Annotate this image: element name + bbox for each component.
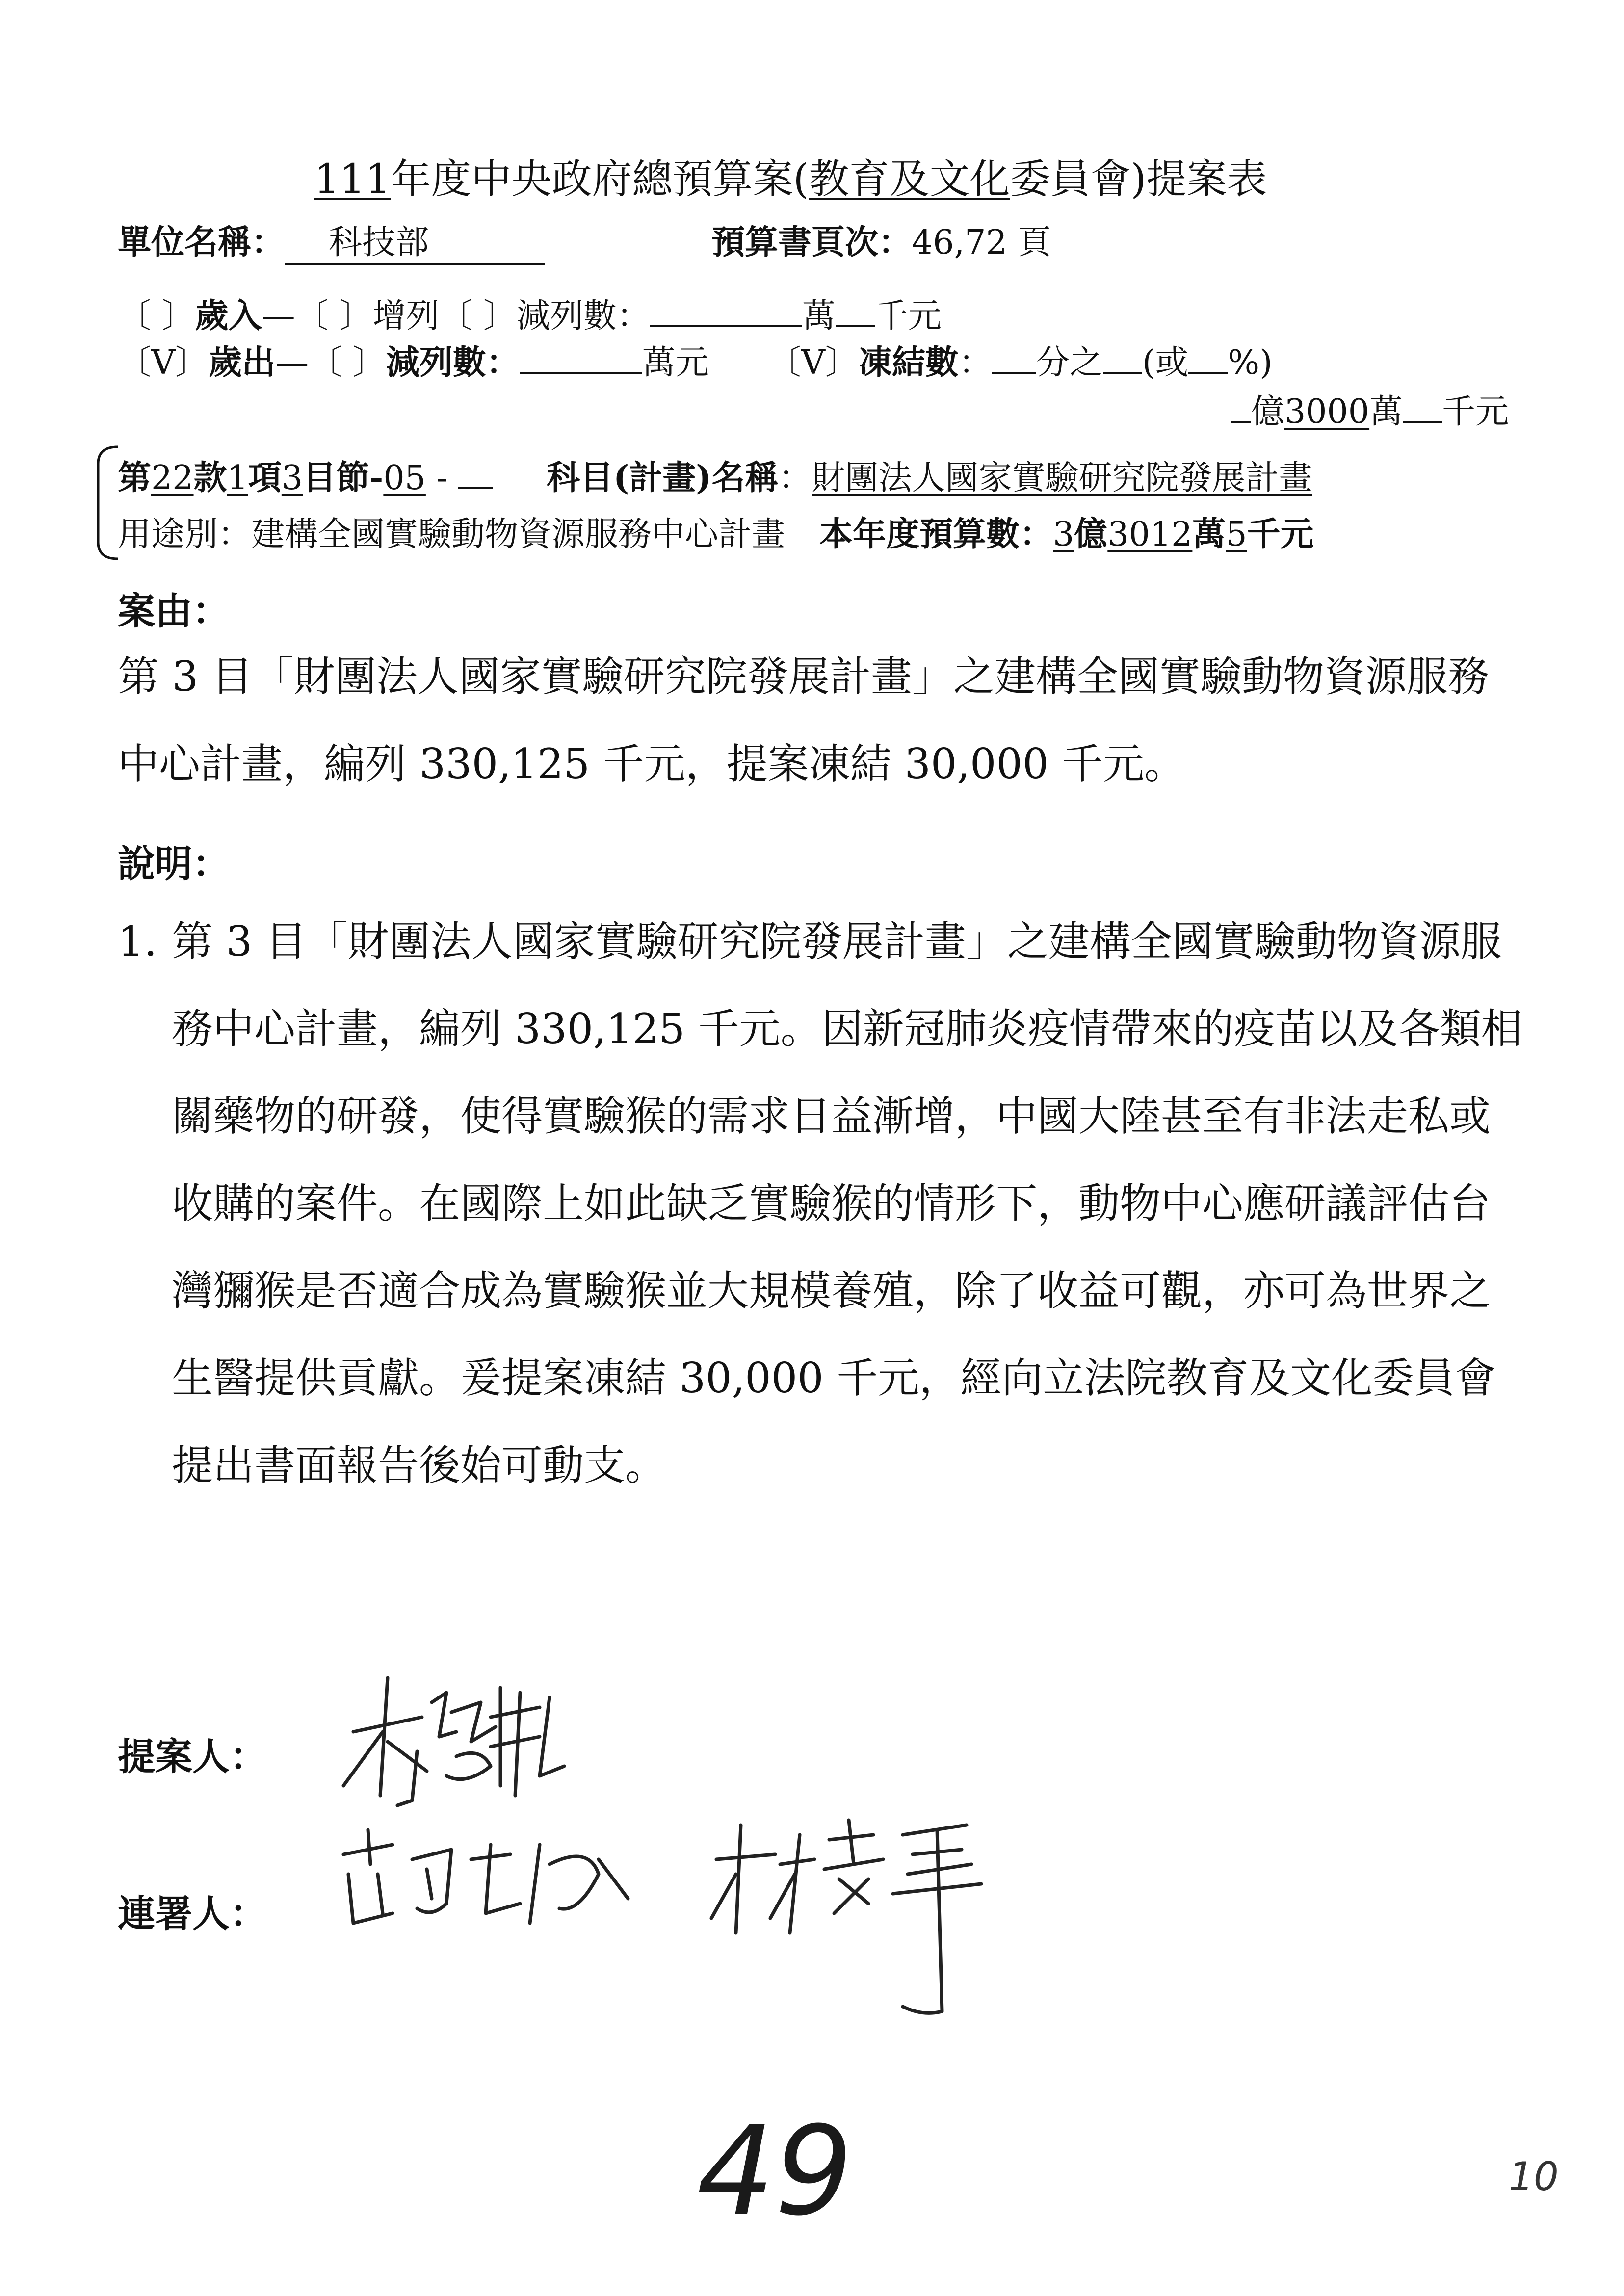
- reason-body: [118, 633, 1489, 808]
- expenditure-decrease-blank: [520, 343, 642, 374]
- proposer-label: 提案人：: [118, 1735, 267, 1778]
- item-kuan: 款: [193, 458, 227, 497]
- freeze-huo: (或: [1142, 343, 1189, 382]
- explanation-body: [172, 898, 1522, 1509]
- revenue-dash: —: [262, 297, 295, 336]
- revenue-qian-blank: [836, 297, 875, 327]
- title-pre: 年度中央政府總預算案(: [391, 156, 809, 203]
- item-sub-blank: [458, 459, 493, 489]
- reason-line: 中心計畫，編列 330,125 千元，提案凍結 30,000 千元。: [118, 740, 1186, 788]
- freeze-zhi-blank: [1103, 343, 1142, 374]
- subject-label: 科目(計畫)名稱: [547, 458, 779, 497]
- freeze-qian: 千元: [1442, 392, 1509, 431]
- revenue-increase: 〔 〕增列: [295, 297, 440, 336]
- form-title: [314, 147, 1267, 205]
- budget-label: 本年度預算數：: [819, 515, 1053, 554]
- handwritten-page-number: 49: [697, 2100, 853, 2243]
- budget-qian: 千元: [1247, 515, 1314, 554]
- unit-value: 科技部: [285, 216, 545, 265]
- item-di: 第: [118, 458, 152, 497]
- purpose-label: 用途別：建構全國實驗動物資源服務中心計畫: [118, 515, 786, 554]
- revenue-checkbox: 〔 〕: [118, 297, 195, 336]
- freeze-wan: 萬: [1369, 392, 1403, 431]
- revenue-wan-blank: [650, 297, 802, 327]
- explanation-line: 生醫提供貢獻。爰提案凍結 30,000 千元，經向立法院教育及文化委員會: [172, 1354, 1496, 1402]
- revenue-label: 歲入: [195, 296, 262, 336]
- expenditure-dash: —〔 〕: [275, 343, 386, 382]
- title-year: 111: [314, 156, 391, 203]
- freeze-wan-value: 3000: [1284, 392, 1370, 431]
- unit-label: 單位名稱：: [118, 223, 285, 262]
- page-ref-row: [711, 216, 1051, 263]
- item-dash: -: [425, 459, 459, 497]
- freeze-colon: ：: [958, 343, 992, 382]
- freeze-label: 凍結數: [858, 343, 959, 382]
- page-ref-value: 46,72 頁: [912, 223, 1051, 262]
- budget-wan-value: 3012: [1107, 515, 1193, 554]
- cosigners-label: 連署人：: [118, 1892, 267, 1935]
- title-committee: 教育及文化: [809, 156, 1010, 203]
- budget-wan: 萬: [1192, 515, 1226, 554]
- freeze-qian-blank: [1403, 392, 1442, 423]
- cosigner-signature-1: [334, 1815, 648, 1943]
- freeze-percent: %): [1228, 343, 1273, 382]
- title-post: 委員會)提案表: [1010, 156, 1267, 203]
- explanation-number: 1.: [118, 917, 157, 965]
- corner-number: 10: [1509, 2154, 1559, 2199]
- item-xiang-value: 1: [227, 459, 248, 497]
- item-row: [118, 451, 1312, 499]
- item-kuan-value: 22: [151, 459, 194, 497]
- revenue-decrease: 〔 〕減列數：: [439, 297, 650, 336]
- budget-yi-value: 3: [1053, 515, 1074, 554]
- proposer-signature: [334, 1658, 608, 1815]
- explanation-line: 務中心計畫，編列 330,125 千元。因新冠肺炎疫情帶來的疫苗以及各類相: [172, 1005, 1522, 1053]
- expenditure-row: [118, 336, 1273, 384]
- item-jie-value: 05: [383, 459, 426, 497]
- item-mu: 目: [303, 458, 337, 497]
- revenue-row: [118, 289, 942, 337]
- freeze-amount-row: [1231, 385, 1509, 433]
- reason-heading: 案由：: [118, 589, 230, 633]
- explanation-line: 灣獼猴是否適合成為實驗猴並大規模養殖，除了收益可觀，亦可為世界之: [172, 1267, 1491, 1315]
- expenditure-checkbox: 〔V〕: [118, 343, 209, 382]
- item-xiang: 項: [248, 458, 282, 497]
- budget-yi: 億: [1074, 515, 1108, 554]
- revenue-unit-wan: 萬: [802, 297, 836, 336]
- item-jie: 節-: [336, 458, 384, 497]
- freeze-percent-blank: [1188, 343, 1228, 374]
- expenditure-label: 歲出: [209, 343, 276, 382]
- revenue-unit-qian: 千元: [874, 297, 942, 336]
- subject-value: 財團法人國家實驗研究院發展計畫: [812, 459, 1312, 497]
- purpose-row: [118, 508, 1314, 555]
- budget-qian-value: 5: [1226, 515, 1247, 554]
- freeze-fen-zhi: 分之: [1036, 343, 1103, 382]
- cosigner-signature-2: [707, 1805, 1011, 2021]
- page-ref-label: 預算書頁次：: [711, 223, 912, 262]
- explanation-line: 收購的案件。在國際上如此缺乏實驗猴的情形下，動物中心應研議評估台: [172, 1179, 1491, 1227]
- freeze-checkbox: 〔V〕: [767, 343, 859, 382]
- freeze-yi-blank: [1231, 392, 1251, 423]
- unit-row: [118, 216, 545, 265]
- item-mu-value: 3: [281, 459, 303, 497]
- subject-colon: ：: [778, 459, 812, 497]
- explanation-line: 關藥物的研發，使得實驗猴的需求日益漸增，中國大陸甚至有非法走私或: [172, 1092, 1491, 1140]
- explanation-line: 提出書面報告後始可動支。: [172, 1441, 667, 1489]
- expenditure-decrease-label: 減列數：: [386, 343, 520, 382]
- explanation-heading: 說明：: [118, 842, 230, 886]
- reason-line: 第 3 目「財團法人國家實驗研究院發展計畫」之建構全國實驗動物資源服務: [118, 652, 1489, 701]
- explanation-line: 第 3 目「財團法人國家實驗研究院發展計畫」之建構全國實驗動物資源服: [172, 917, 1502, 965]
- freeze-yi: 億: [1251, 392, 1285, 431]
- freeze-fen-blank: [992, 343, 1036, 374]
- expenditure-unit: 萬元: [642, 343, 709, 382]
